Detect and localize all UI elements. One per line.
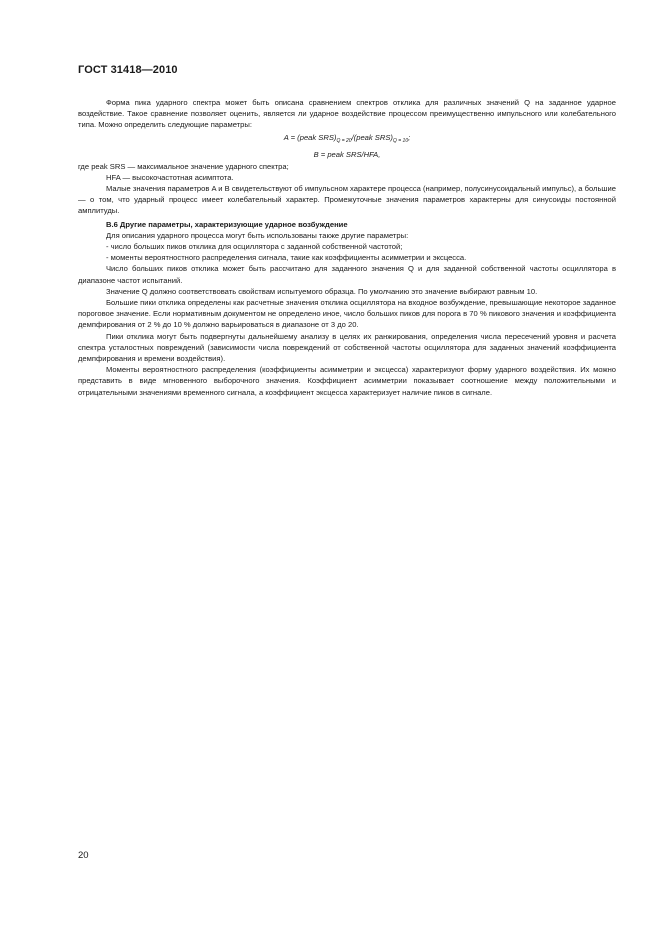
document-header: ГОСТ 31418—2010 — [78, 64, 178, 76]
document-body — [78, 97, 616, 398]
where-definition: где peak SRS — максимальное значение ударного спектра; — [78, 161, 289, 171]
formula-a-lead: A = (peak SRS) — [283, 132, 337, 142]
section-heading-b6: B.6 Другие параметры, характеризующие ударное возбуждение — [106, 219, 348, 229]
paragraph-distribution-moments: Моменты вероятностного распределения (коэффициенты асимметрии и эксцесса) характеризуют форму ударного воздействия. Их можно представить в виде мгновенного выборочного значения. Коэффициент асимметрии показывает соотношение между положительными и отрицательными значениями временного сигнала, а коэффициент эксцесса характеризует наличие пиков в сигнале. — [78, 365, 616, 397]
list-item-peaks: - число больших пиков отклика для осциллятора с заданной собственной частотой; — [106, 242, 403, 252]
paragraph-number-of-peaks: Число больших пиков отклика может быть рассчитано для заданного значения Q и для заданной собственной частоты осциллятора в диапазоне частот испытаний. — [78, 264, 616, 285]
page-number: 20 — [78, 850, 89, 861]
paragraph-shock-spectrum-shape: Форма пика ударного спектра может быть описана сравнением спектров отклика для различных значений Q на заданное ударное воздействие. Такое сравнение позволяет оценить, является ли ударное воздействие процессом преимущественно импульсного или колебательного типа. Можно определить следующие параметры: — [78, 98, 616, 130]
list-item-moments: - моменты вероятностного распределения сигнала, такие как коэффициенты асимметрии и эксцесса. — [106, 253, 467, 263]
paragraph-other-parameters: Для описания ударного процесса могут быть использованы также другие параметры: — [106, 230, 409, 240]
paragraph-peak-analysis: Пики отклика могут быть подвергнуты дальнейшему анализу в целях их ранжирования, определения числа пересечений уровня и расчета спектра усталостных повреждений (зависимости числа повреждений от собственной частоты осциллятора для заданных значений коэффициента демпфирования и времени воздействия). — [78, 331, 616, 364]
formula-a-sub1: Q = 20 — [336, 137, 352, 144]
formula-a-sub2: Q = 10 — [392, 137, 409, 144]
formula-a — [78, 131, 616, 148]
paragraph-q-value: Значение Q должно соответствовать свойствам испытуемого образца. По умолчанию это значение выбирают равным 10. — [106, 286, 538, 296]
formula-b: B = peak SRS/HFA, — [313, 149, 381, 159]
paragraph-parameters-a-b: Малые значения параметров A и B свидетельствуют об импульсном характере процесса (например, полусинусоидальный импульс), а большие — о том, что ударный процесс имеет колебательный характер. Промежуточные значения параметров характерны для синусоиды постоянной амплитуды. — [78, 184, 616, 216]
formula-a-mid: /(peak SRS) — [351, 132, 393, 142]
paragraph-large-peaks: Большие пики отклика определены как расчетные значения отклика осциллятора на входное возбуждение, превышающие некоторое заданное пороговое значение. Если нормативным документом не определено иное, число больших пиков для порога в 70 % пикового значения и коэффициента демпфирования от 2 % до 10 % должно варьироваться в диапазоне от 3 до 20. — [78, 298, 616, 330]
formula-a-end: ; — [408, 132, 411, 142]
hfa-definition: HFA — высокочастотная асимптота. — [106, 172, 234, 182]
